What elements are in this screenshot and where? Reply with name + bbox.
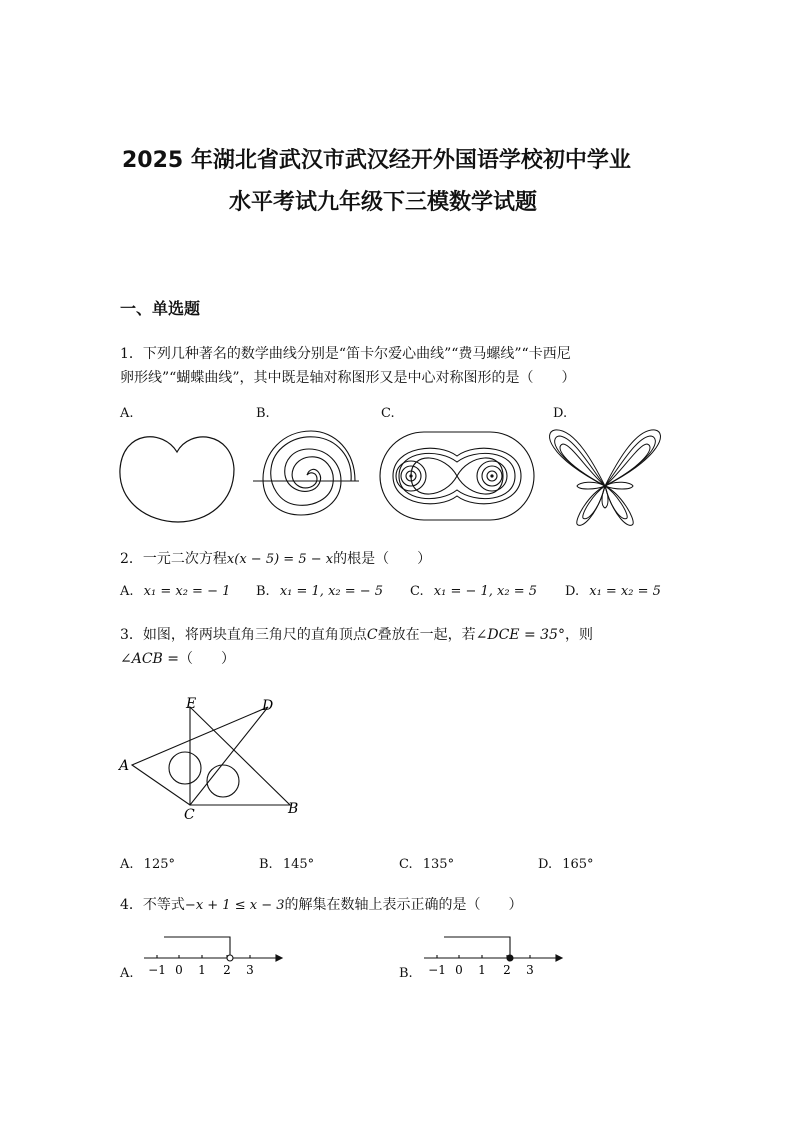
page-title-line1: 2025 年湖北省武汉市武汉经开外国语学校初中学业 <box>122 148 631 173</box>
q2-option-b <box>256 584 383 599</box>
q3-option-b-text: 145° <box>282 857 315 872</box>
label-c: C <box>184 807 195 823</box>
tick-label: 3 <box>246 963 254 977</box>
tick-label: 0 <box>455 963 463 977</box>
q3-mid: 叠放在一起，若 <box>377 627 476 643</box>
q1-text-line2: 卵形线”“蝴蝶曲线”，其中既是轴对称图形又是中心对称图形的是（ ） <box>120 370 576 386</box>
label-d: D <box>262 698 274 714</box>
q2-option-c-text: x₁ = − 1, x₂ = 5 <box>433 584 537 599</box>
q3-triangles-figure <box>118 695 318 825</box>
open-point <box>227 955 233 961</box>
q4-inequality: −x + 1 ≤ x − 3 <box>184 898 285 913</box>
q3-angle-dce: ∠DCE = 35° <box>475 627 565 643</box>
heart-curve-figure <box>118 424 238 524</box>
q4-text <box>120 894 523 914</box>
q2-option-d-letter: D. <box>565 584 580 599</box>
butterfly-curve-figure <box>549 424 661 528</box>
q3-suffix1: ，则 <box>564 627 593 643</box>
q3-option-d-letter: D. <box>538 857 553 872</box>
q2-option-a-text: x₁ = x₂ = − 1 <box>143 584 231 599</box>
q3-prefix: 3．如图，将两块直角三角尺的直角顶点 <box>120 627 367 643</box>
q1-option-b-label: B. <box>256 406 270 421</box>
q2-option-b-letter: B. <box>256 584 270 599</box>
fermat-spiral-figure <box>253 425 363 525</box>
q1-option-d-label: D. <box>553 406 568 421</box>
triangle-ecb <box>190 707 290 805</box>
tick-label: 0 <box>175 963 183 977</box>
tick-label: 2 <box>503 963 511 977</box>
q2-option-a <box>120 584 230 599</box>
q4-number-line-a <box>140 932 285 982</box>
tick-label: 3 <box>526 963 534 977</box>
q2-option-c <box>410 584 537 599</box>
q3-text-line1 <box>120 624 593 644</box>
q3-option-b-letter: B. <box>259 857 273 872</box>
q2-option-d <box>565 584 661 599</box>
q4-number-line-b <box>420 932 565 982</box>
page-title-line2: 水平考试九年级下三模数学试题 <box>229 190 538 215</box>
q2-option-d-text: x₁ = x₂ = 5 <box>589 584 661 599</box>
closed-point <box>507 955 513 961</box>
tick-label: 1 <box>478 963 486 977</box>
q3-option-c <box>399 857 454 872</box>
q3-suffix2: （ ） <box>179 651 236 667</box>
q3-text-line2 <box>120 648 235 668</box>
tick-label: −1 <box>148 963 166 977</box>
q2-equation: x(x − 5) = 5 − x <box>226 552 334 567</box>
q3-option-a-text: 125° <box>143 857 175 872</box>
q2-option-c-letter: C. <box>410 584 424 599</box>
q2-prefix: 2．一元二次方程 <box>120 551 227 567</box>
q2-suffix: 的根是（ ） <box>333 551 432 567</box>
q3-point-c: C <box>366 627 378 643</box>
q3-option-a-letter: A. <box>120 857 134 872</box>
q4-prefix: 4．不等式 <box>120 897 185 913</box>
circle-right <box>207 765 239 797</box>
q4-option-a-label: A. <box>120 966 134 981</box>
q3-option-c-text: 135° <box>422 857 455 872</box>
q2-text <box>120 548 431 568</box>
label-b: B <box>288 801 299 817</box>
q3-option-d-text: 165° <box>562 857 594 872</box>
q3-angle-acb: ∠ACB = <box>120 651 180 667</box>
section-heading: 一、单选题 <box>120 299 201 318</box>
q1-text-line1: 1．下列几种著名的数学曲线分别是“笛卡尔爱心曲线”“费马螺线”“卡西尼 <box>120 346 571 362</box>
q4-suffix: 的解集在数轴上表示正确的是（ ） <box>284 897 523 913</box>
label-e: E <box>186 696 197 712</box>
q1-option-c-label: C. <box>381 406 395 421</box>
q3-option-b <box>259 857 314 872</box>
cassini-oval-figure <box>379 428 539 528</box>
tick-label: 2 <box>223 963 231 977</box>
q3-option-a <box>120 857 175 872</box>
q3-option-c-letter: C. <box>399 857 413 872</box>
label-a: A <box>119 758 130 774</box>
q1-option-a-label: A. <box>120 406 134 421</box>
q4-option-b-label: B. <box>399 966 413 981</box>
triangle-acd <box>132 707 268 805</box>
q2-option-a-letter: A. <box>120 584 134 599</box>
circle-left <box>169 752 201 784</box>
tick-label: 1 <box>198 963 206 977</box>
q2-option-b-text: x₁ = 1, x₂ = − 5 <box>279 584 384 599</box>
tick-label: −1 <box>428 963 446 977</box>
q3-option-d <box>538 857 594 872</box>
